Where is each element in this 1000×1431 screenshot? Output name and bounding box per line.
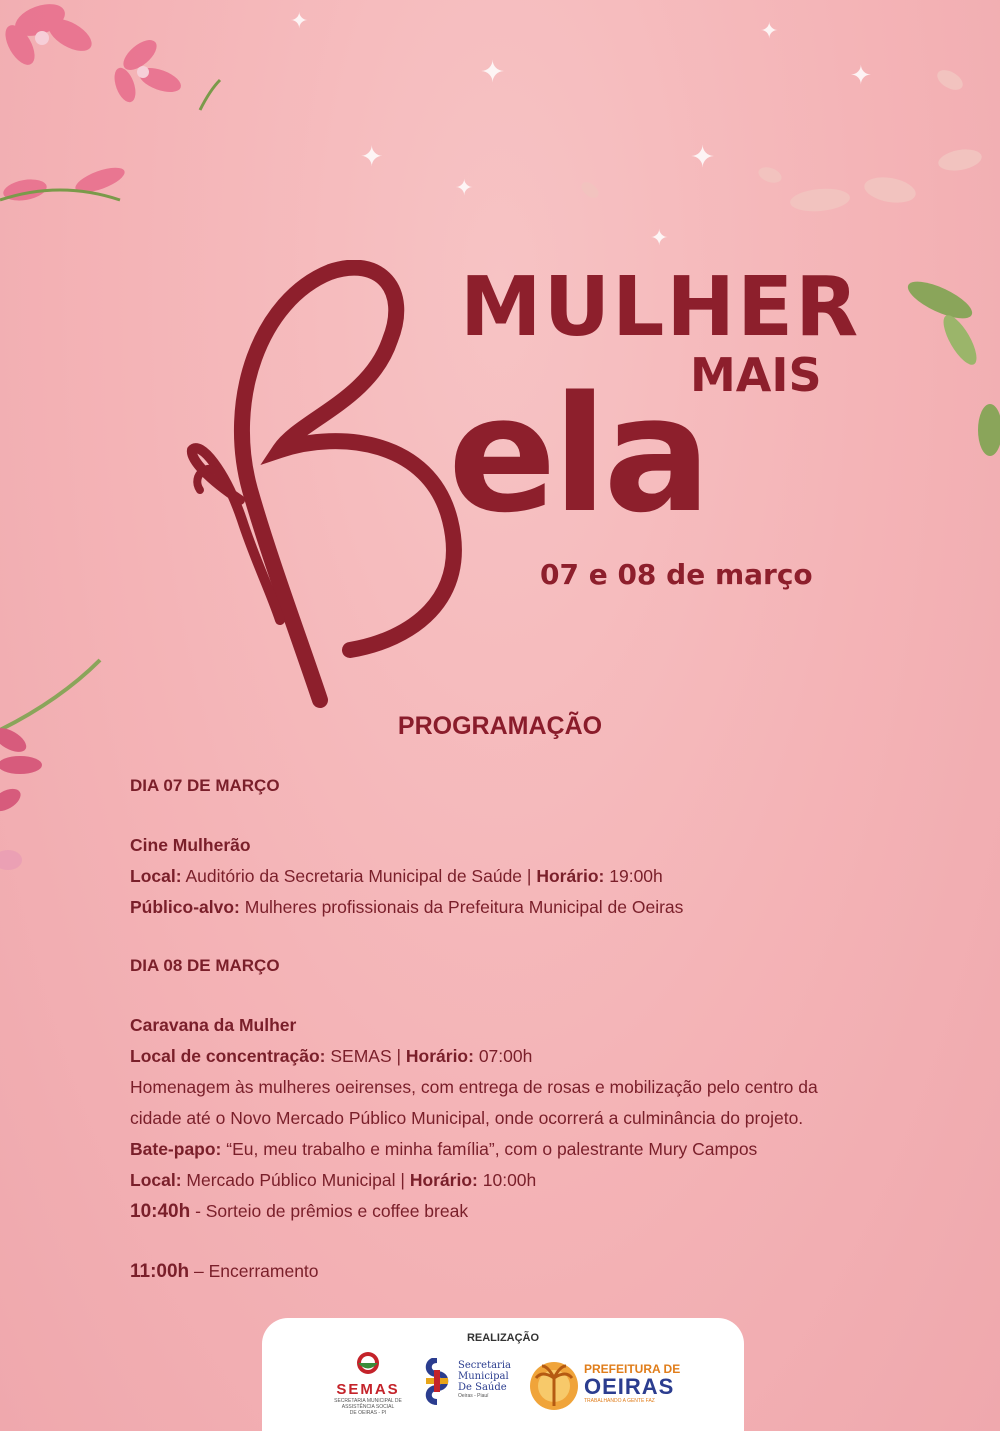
day2-raffle-time: 10:40h <box>130 1201 191 1222</box>
oeiras-top: PREFEITURA DE <box>584 1362 681 1376</box>
sparkle-icon: ✦ <box>290 8 309 33</box>
sponsors-footer <box>262 1318 744 1431</box>
semas-emblem-icon <box>318 1350 418 1376</box>
day1-audience-line <box>130 892 910 923</box>
day2-closing-time: 11:00h <box>130 1261 190 1282</box>
event-title <box>180 260 861 710</box>
day1-event-title: Cine Mulherão <box>130 835 251 855</box>
sparkle-icon: ✦ <box>480 56 506 89</box>
day2-meeting-time-value: 07:00h <box>473 1046 533 1066</box>
day2-meeting-time-label: Horário: <box>405 1046 474 1066</box>
day2-description-line1: Homenagem às mulheres oeirenses, com entrega de rosas e mobilização pelo centro da <box>130 1077 818 1097</box>
title-mulher: MULHER <box>460 260 861 355</box>
day1-local-label: Local: <box>130 866 182 886</box>
day2-closing-line <box>130 1256 910 1287</box>
semas-name: SEMAS <box>336 1381 400 1398</box>
day2-event-title: Caravana da Mulher <box>130 1015 297 1035</box>
semas-logo <box>318 1350 418 1416</box>
event-dates: 07 e 08 de março <box>540 558 813 591</box>
program-content <box>130 770 910 1287</box>
day2-meeting-line <box>130 1041 910 1072</box>
oeiras-tagline: TRABALHANDO A GENTE FAZ <box>584 1398 655 1404</box>
day2-talk-local-line <box>130 1165 910 1196</box>
sparkle-icon: ✦ <box>455 175 474 200</box>
day2-talk-local-label: Local: <box>130 1170 182 1190</box>
day2-talk-time-label: Horário: <box>409 1170 478 1190</box>
sms-line4: Oeiras - Piauí <box>458 1393 489 1399</box>
health-cross-icon <box>422 1358 452 1414</box>
sms-line1: Secretaria <box>458 1360 511 1371</box>
day2-description-line2: cidade até o Novo Mercado Público Municipal, onde ocorrerá a culminância do projeto. <box>130 1108 804 1128</box>
sparkle-icon: ✦ <box>360 141 384 172</box>
sparkle-icon: ✦ <box>690 141 716 174</box>
day2-raffle-text: - Sorteio de prêmios e coffee break <box>190 1201 469 1221</box>
title-mais: MAIS <box>690 348 822 402</box>
sun-palm-icon <box>528 1356 580 1416</box>
semas-subtitle-1: SECRETARIA MUNICIPAL DE <box>334 1398 402 1404</box>
sparkle-icon: ✦ <box>760 18 779 43</box>
flower-decoration-left <box>0 650 120 880</box>
sparkle-icon: ✦ <box>850 60 872 90</box>
sms-line2: Municipal <box>458 1371 509 1382</box>
day2-meeting-value: SEMAS | <box>325 1046 406 1066</box>
day1-heading: DIA 07 DE MARÇO <box>130 776 280 795</box>
day1-local-value: Auditório da Secretaria Municipal de Saúde | <box>181 866 537 886</box>
leaf-decoration-right <box>880 260 1000 460</box>
day1-audience-label: Público-alvo: <box>130 897 240 917</box>
day1-local-line <box>130 861 910 892</box>
day1-time-label: Horário: <box>536 866 605 886</box>
day1-audience-value: Mulheres profissionais da Prefeitura Municipal de Oeiras <box>239 897 684 917</box>
secretaria-saude-logo <box>422 1356 522 1416</box>
day2-talk-label: Bate-papo: <box>130 1139 222 1159</box>
semas-subtitle-3: DE OEIRAS - PI <box>349 1410 387 1416</box>
day2-talk-line <box>130 1134 910 1165</box>
day2-talk-value: “Eu, meu trabalho e minha família”, com o palestrante Mury Campos <box>221 1139 758 1159</box>
sms-line3: De Saúde <box>458 1382 507 1393</box>
day1-time-value: 19:00h <box>604 866 663 886</box>
oeiras-main: OEIRAS <box>584 1374 675 1399</box>
day2-talk-time-value: 10:00h <box>477 1170 537 1190</box>
day2-meeting-label: Local de concentração: <box>130 1046 326 1066</box>
day2-raffle-line <box>130 1196 910 1227</box>
day2-talk-local-value: Mercado Público Municipal | <box>181 1170 410 1190</box>
prefeitura-oeiras-logo <box>528 1356 698 1420</box>
petal-decoration-top-right <box>560 60 1000 240</box>
day2-heading: DIA 08 DE MARÇO <box>130 956 280 975</box>
day2-closing-text: – Encerramento <box>189 1261 319 1281</box>
sparkle-icon: ✦ <box>650 225 669 250</box>
flower-decoration-top-left <box>0 0 260 240</box>
title-bela-visible: ela <box>448 361 708 548</box>
program-heading: PROGRAMAÇÃO <box>397 712 603 740</box>
semas-subtitle-2: ASSISTÊNCIA SOCIAL <box>341 1404 395 1410</box>
realizacao-heading: REALIZAÇÃO <box>466 1332 540 1344</box>
